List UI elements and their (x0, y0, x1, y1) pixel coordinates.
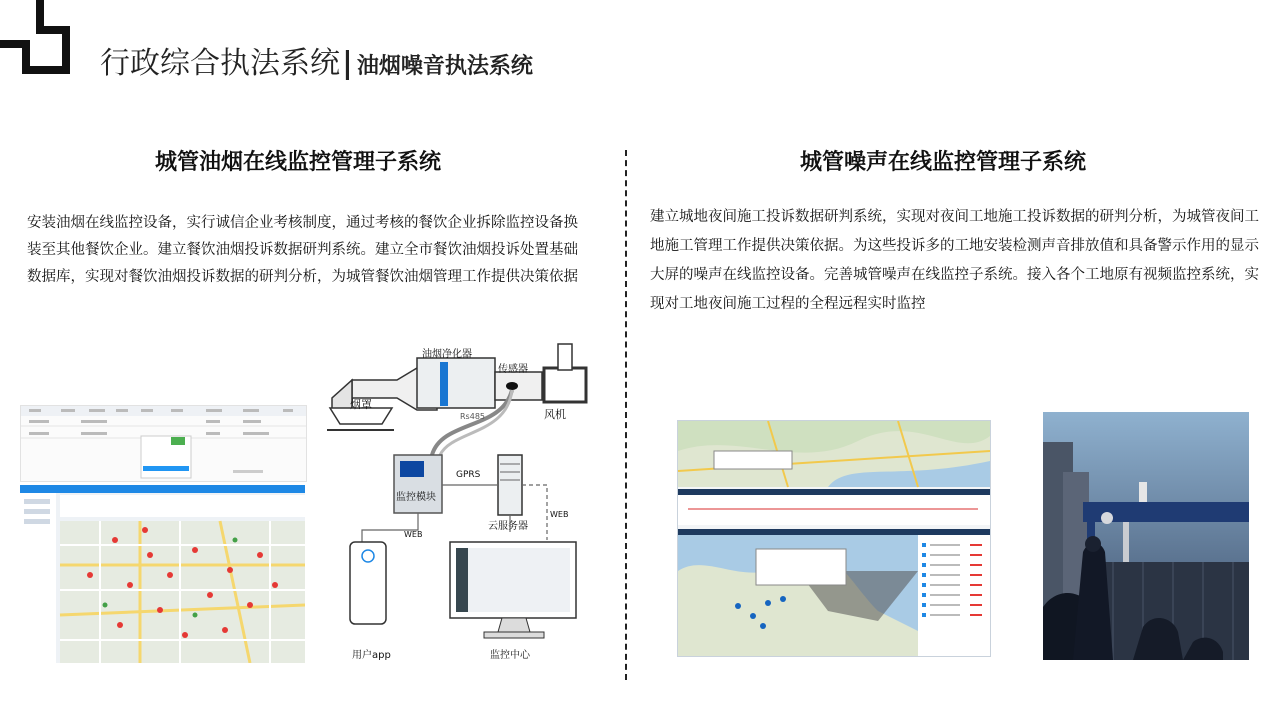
noise-monitoring-screenshot (677, 420, 991, 657)
label-gprs: GPRS (456, 470, 481, 480)
label-fan: 风机 (544, 408, 566, 421)
label-rs485: Rs485 (460, 412, 485, 421)
label-hood: 烟罩 (350, 398, 372, 411)
label-monitor-center: 监控中心 (490, 650, 530, 661)
right-section-body: 建立城地夜间施工投诉数据研判系统，实现对夜间工地施工投诉数据的研判分析，为城管夜间工地施工管理工作提供决策依据。为这些投诉多的工地安装检测声音排放值和具备警示作用的显示大屏的噪声在线监控设备。完善城管噪声在线监控子系统。接入各个工地原有视频监控系统，实现对工地夜间施工过程的全程远程实时监控 (650, 209, 1259, 312)
system-architecture-diagram (322, 340, 602, 665)
noise-monitor-site-photo (1043, 412, 1249, 660)
left-section-body: 安装油烟在线监控设备，实行诚信企业考核制度，通过考核的餐饮企业拆除监控设备换装至其他餐饮企业。建立餐饮油烟投诉数据研判系统。建立全市餐饮油烟投诉处置基础数据库，实现对餐饮油烟投诉数据的研判分析，为城管餐饮油烟管理工作提供决策依据 (27, 215, 578, 285)
header-title-text: 行政综合执法系统 (100, 46, 340, 81)
page-title (100, 38, 533, 82)
section-divider (625, 150, 627, 680)
complaint-table-screenshot (20, 405, 307, 482)
label-cloud-server: 云服务器 (488, 521, 528, 532)
label-sensor: 传感器 (498, 364, 528, 375)
header-separator: | (342, 46, 353, 81)
label-web-left: WEB (404, 530, 423, 539)
label-web-right: WEB (550, 510, 569, 519)
label-purifier: 油烟净化器 (422, 349, 472, 360)
oil-smoke-map-screenshot (20, 485, 305, 663)
label-monitor-module: 监控模块 (396, 492, 436, 503)
brand-logo-icon (0, 0, 70, 74)
right-section-title: 城管噪声在线监控管理子系统 (800, 149, 1087, 175)
header-subtitle: 油烟噪音执法系统 (356, 53, 533, 79)
left-section-title: 城管油烟在线监控管理子系统 (155, 149, 442, 175)
label-user-app: 用户app (352, 650, 391, 661)
